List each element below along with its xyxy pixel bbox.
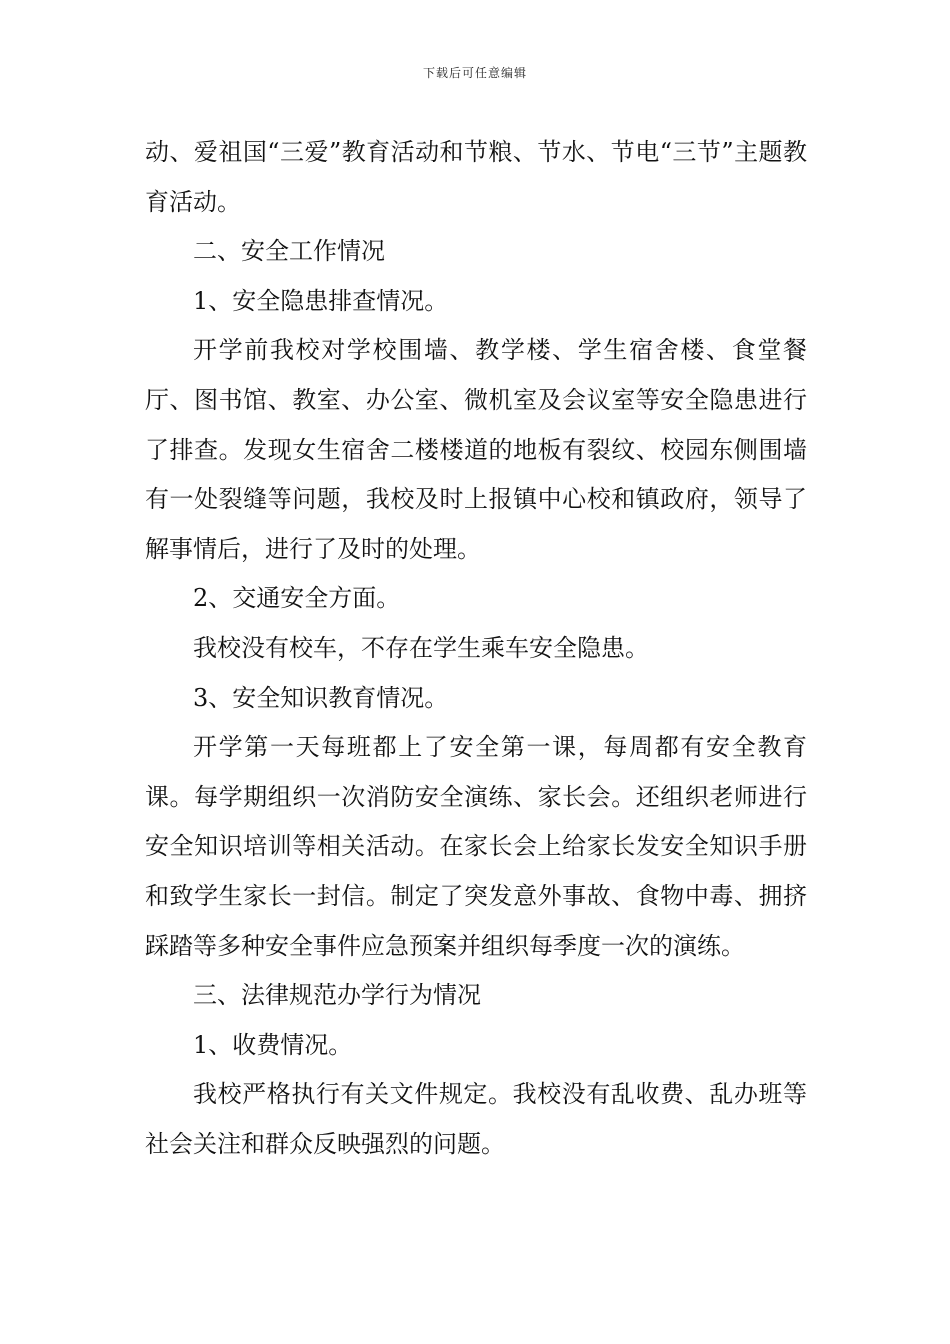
paragraph-hazard-inspection: 开学前我校对学校围墙、教学楼、学生宿舍楼、食堂餐厅、图书馆、教室、办公室、微机室及会议室等安全隐患进行了排查。发现女生宿舍二楼楼道的地板有裂纹、校园东侧围墙有一处裂缝等问题，我校及时上报镇中心校和镇政府，领导了解事情后，进行了及时的处理。 xyxy=(145,336,807,563)
subheading-hazard-inspection: 1、安全隐患排查情况。 xyxy=(193,286,449,315)
section-heading-safety: 二、安全工作情况 xyxy=(193,237,385,266)
subheading-fees: 1、收费情况。 xyxy=(193,1030,353,1059)
paragraph-safety-education: 开学第一天每班都上了安全第一课，每周都有安全教育课。每学期组织一次消防安全演练、家长会。还组织老师进行安全知识培训等相关活动。在家长会上给家长发安全知识手册和致学生家长一封信。制定了突发意外事故、食物中毒、拥挤踩踏等多种安全事件应急预案并组织每季度一次的演练。 xyxy=(145,733,807,960)
paragraph-fees: 我校严格执行有关文件规定。我校没有乱收费、乱办班等社会关注和群众反映强烈的问题。 xyxy=(145,1080,807,1158)
paragraph-traffic-safety: 我校没有校车，不存在学生乘车安全隐患。 xyxy=(193,633,649,662)
document-body xyxy=(145,128,807,1169)
section-heading-law-compliance: 三、法律规范办学行为情况 xyxy=(193,981,481,1010)
paragraph-continuation: 动、爱祖国“三爱”教育活动和节粮、节水、节电“三节”主题教育活动。 xyxy=(145,138,807,216)
subheading-traffic-safety: 2、交通安全方面。 xyxy=(193,584,401,613)
page-header: 下载后可任意编辑 xyxy=(422,66,527,80)
subheading-safety-education: 3、安全知识教育情况。 xyxy=(193,683,449,712)
